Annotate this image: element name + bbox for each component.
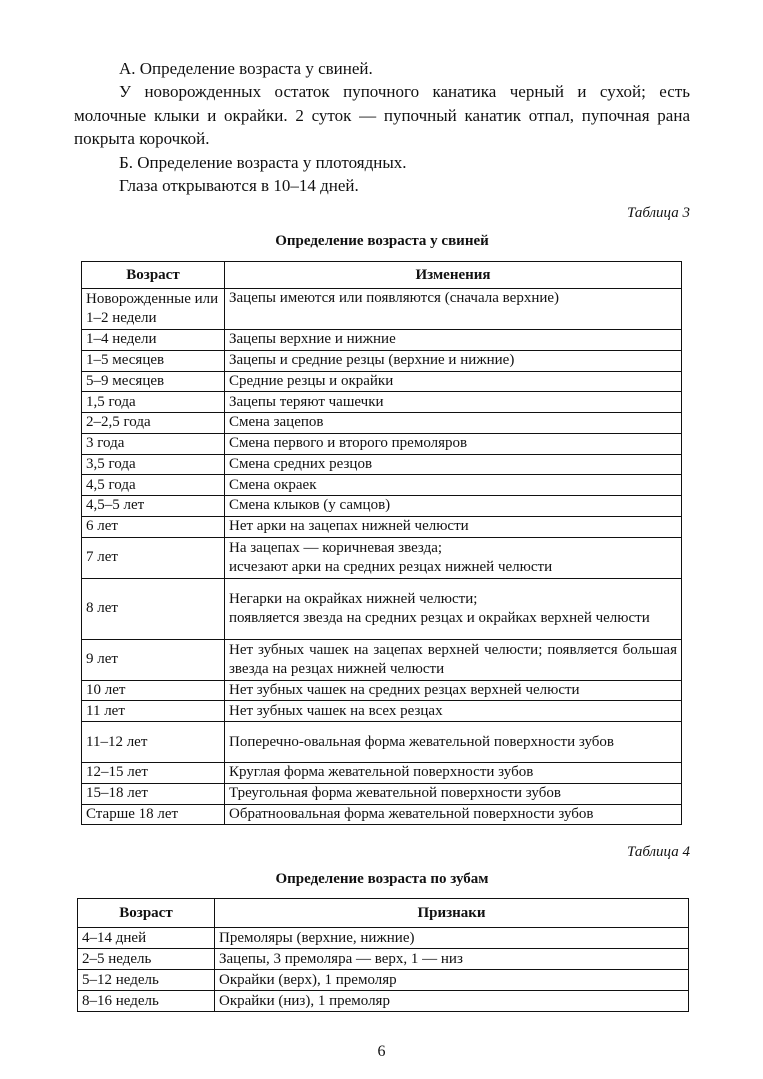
age-cell: 7 лет — [82, 537, 225, 578]
column-header-age: Возраст — [78, 899, 215, 928]
table4-title: Определение возраста по зубам — [275, 871, 489, 887]
table-row — [82, 433, 682, 454]
eyes-open-text: Глаза открываются в 10–14 дней. — [119, 176, 359, 195]
age-cell: 5–9 месяцев — [82, 371, 225, 392]
change-cell: Обратноовальная форма жевательной поверхности зубов — [225, 804, 682, 825]
change-cell: Нет зубных чашек на зацепах верхней челюсти; появляется большая звезда на резцах нижней челюсти — [225, 639, 682, 680]
age-cell: 4,5 года — [82, 475, 225, 496]
page-number: 6 — [377, 1043, 386, 1060]
age-cell: Старше 18 лет — [82, 804, 225, 825]
change-cell: Зацепы верхние и нижние — [225, 330, 682, 351]
age-cell: 12–15 лет — [82, 763, 225, 784]
table-row — [82, 537, 682, 578]
change-cell: Нет зубных чашек на средних резцах верхней челюсти — [225, 680, 682, 701]
change-cell: Поперечно-овальная форма жевательной поверхности зубов — [225, 722, 682, 763]
change-cell: Зацепы теряют чашечки — [225, 392, 682, 413]
table-row — [82, 330, 682, 351]
pigs-newborn-paragraph: У новорожденных остаток пупочного канатика черный и сухой; есть молочные клыки и окрайки. 2 суток — пупочный канатик отпал, пупочная рана покрыта корочкой. — [74, 82, 690, 148]
age-cell: 9 лет — [82, 639, 225, 680]
table-row — [82, 496, 682, 517]
age-cell: 10 лет — [82, 680, 225, 701]
change-cell: Средние резцы и окрайки — [225, 371, 682, 392]
sign-cell: Окрайки (верх), 1 премоляр — [215, 970, 689, 991]
table-row — [78, 970, 689, 991]
table-row — [82, 289, 682, 330]
table-row — [82, 680, 682, 701]
change-cell: Нет арки на зацепах нижней челюсти — [225, 516, 682, 537]
column-header-age: Возраст — [82, 262, 225, 289]
change-cell-line-1: Негарки на окрайках нижней челюсти; — [229, 590, 478, 607]
change-cell: Круглая форма жевательной поверхности зубов — [225, 763, 682, 784]
age-cell: 11–12 лет — [82, 722, 225, 763]
table-row — [82, 639, 682, 680]
table-row — [82, 413, 682, 434]
table-row — [82, 475, 682, 496]
age-cell: Новорожденные или 1–2 недели — [82, 289, 225, 330]
table-row — [82, 350, 682, 371]
age-cell: 4,5–5 лет — [82, 496, 225, 517]
age-cell: 3 года — [82, 433, 225, 454]
table-row — [82, 701, 682, 722]
section-b-heading: Б. Определение возраста у плотоядных. — [119, 153, 407, 172]
change-cell: Смена средних резцов — [225, 454, 682, 475]
table-header-row — [78, 899, 689, 928]
sign-cell: Зацепы, 3 премоляра — верх, 1 — низ — [215, 949, 689, 970]
age-cell: 1,5 года — [82, 392, 225, 413]
table-row — [78, 949, 689, 970]
table-row — [82, 804, 682, 825]
change-cell — [225, 578, 682, 639]
column-header-signs: Признаки — [215, 899, 689, 928]
change-cell: Смена окраек — [225, 475, 682, 496]
change-cell: Треугольная форма жевательной поверхности зубов — [225, 783, 682, 804]
column-header-changes: Изменения — [225, 262, 682, 289]
change-cell-line-2: появляется звезда на средних резцах и окрайках верхней челюсти — [229, 609, 650, 626]
table-row — [78, 991, 689, 1012]
age-cell: 3,5 года — [82, 454, 225, 475]
table-row — [82, 392, 682, 413]
table-row — [82, 371, 682, 392]
age-cell: 1–4 недели — [82, 330, 225, 351]
age-cell: 8 лет — [82, 578, 225, 639]
table-row — [82, 454, 682, 475]
pig-age-table — [81, 261, 682, 825]
table4-label: Таблица 4 — [627, 844, 690, 860]
table-row — [82, 722, 682, 763]
change-cell: Зацепы имеются или появляются (сначала верхние) — [225, 289, 682, 330]
change-cell — [225, 537, 682, 578]
age-cell: 5–12 недель — [78, 970, 215, 991]
change-cell: Смена зацепов — [225, 413, 682, 434]
age-cell: 6 лет — [82, 516, 225, 537]
change-cell: Нет зубных чашек на всех резцах — [225, 701, 682, 722]
age-cell: 1–5 месяцев — [82, 350, 225, 371]
age-cell: 15–18 лет — [82, 783, 225, 804]
age-cell: 8–16 недель — [78, 991, 215, 1012]
age-cell: 2–2,5 года — [82, 413, 225, 434]
change-cell: Смена первого и второго премоляров — [225, 433, 682, 454]
table-header-row — [82, 262, 682, 289]
teeth-age-table — [77, 898, 689, 1012]
age-cell: 4–14 дней — [78, 928, 215, 949]
table-row — [82, 516, 682, 537]
change-cell-line-2: исчезают арки на средних резцах нижней челюсти — [229, 558, 553, 575]
sign-cell: Окрайки (низ), 1 премоляр — [215, 991, 689, 1012]
age-cell: 2–5 недель — [78, 949, 215, 970]
table3-title: Определение возраста у свиней — [275, 233, 489, 249]
section-a-heading: А. Определение возраста у свиней. — [119, 59, 373, 78]
sign-cell: Премоляры (верхние, нижние) — [215, 928, 689, 949]
change-cell: Смена клыков (у самцов) — [225, 496, 682, 517]
table-row — [82, 578, 682, 639]
table-row — [82, 783, 682, 804]
table-row — [78, 928, 689, 949]
change-cell: Зацепы и средние резцы (верхние и нижние) — [225, 350, 682, 371]
table3-label: Таблица 3 — [627, 205, 690, 221]
change-cell-line-1: На зацепах — коричневая звезда; — [229, 539, 443, 556]
table-row — [82, 763, 682, 784]
age-cell: 11 лет — [82, 701, 225, 722]
